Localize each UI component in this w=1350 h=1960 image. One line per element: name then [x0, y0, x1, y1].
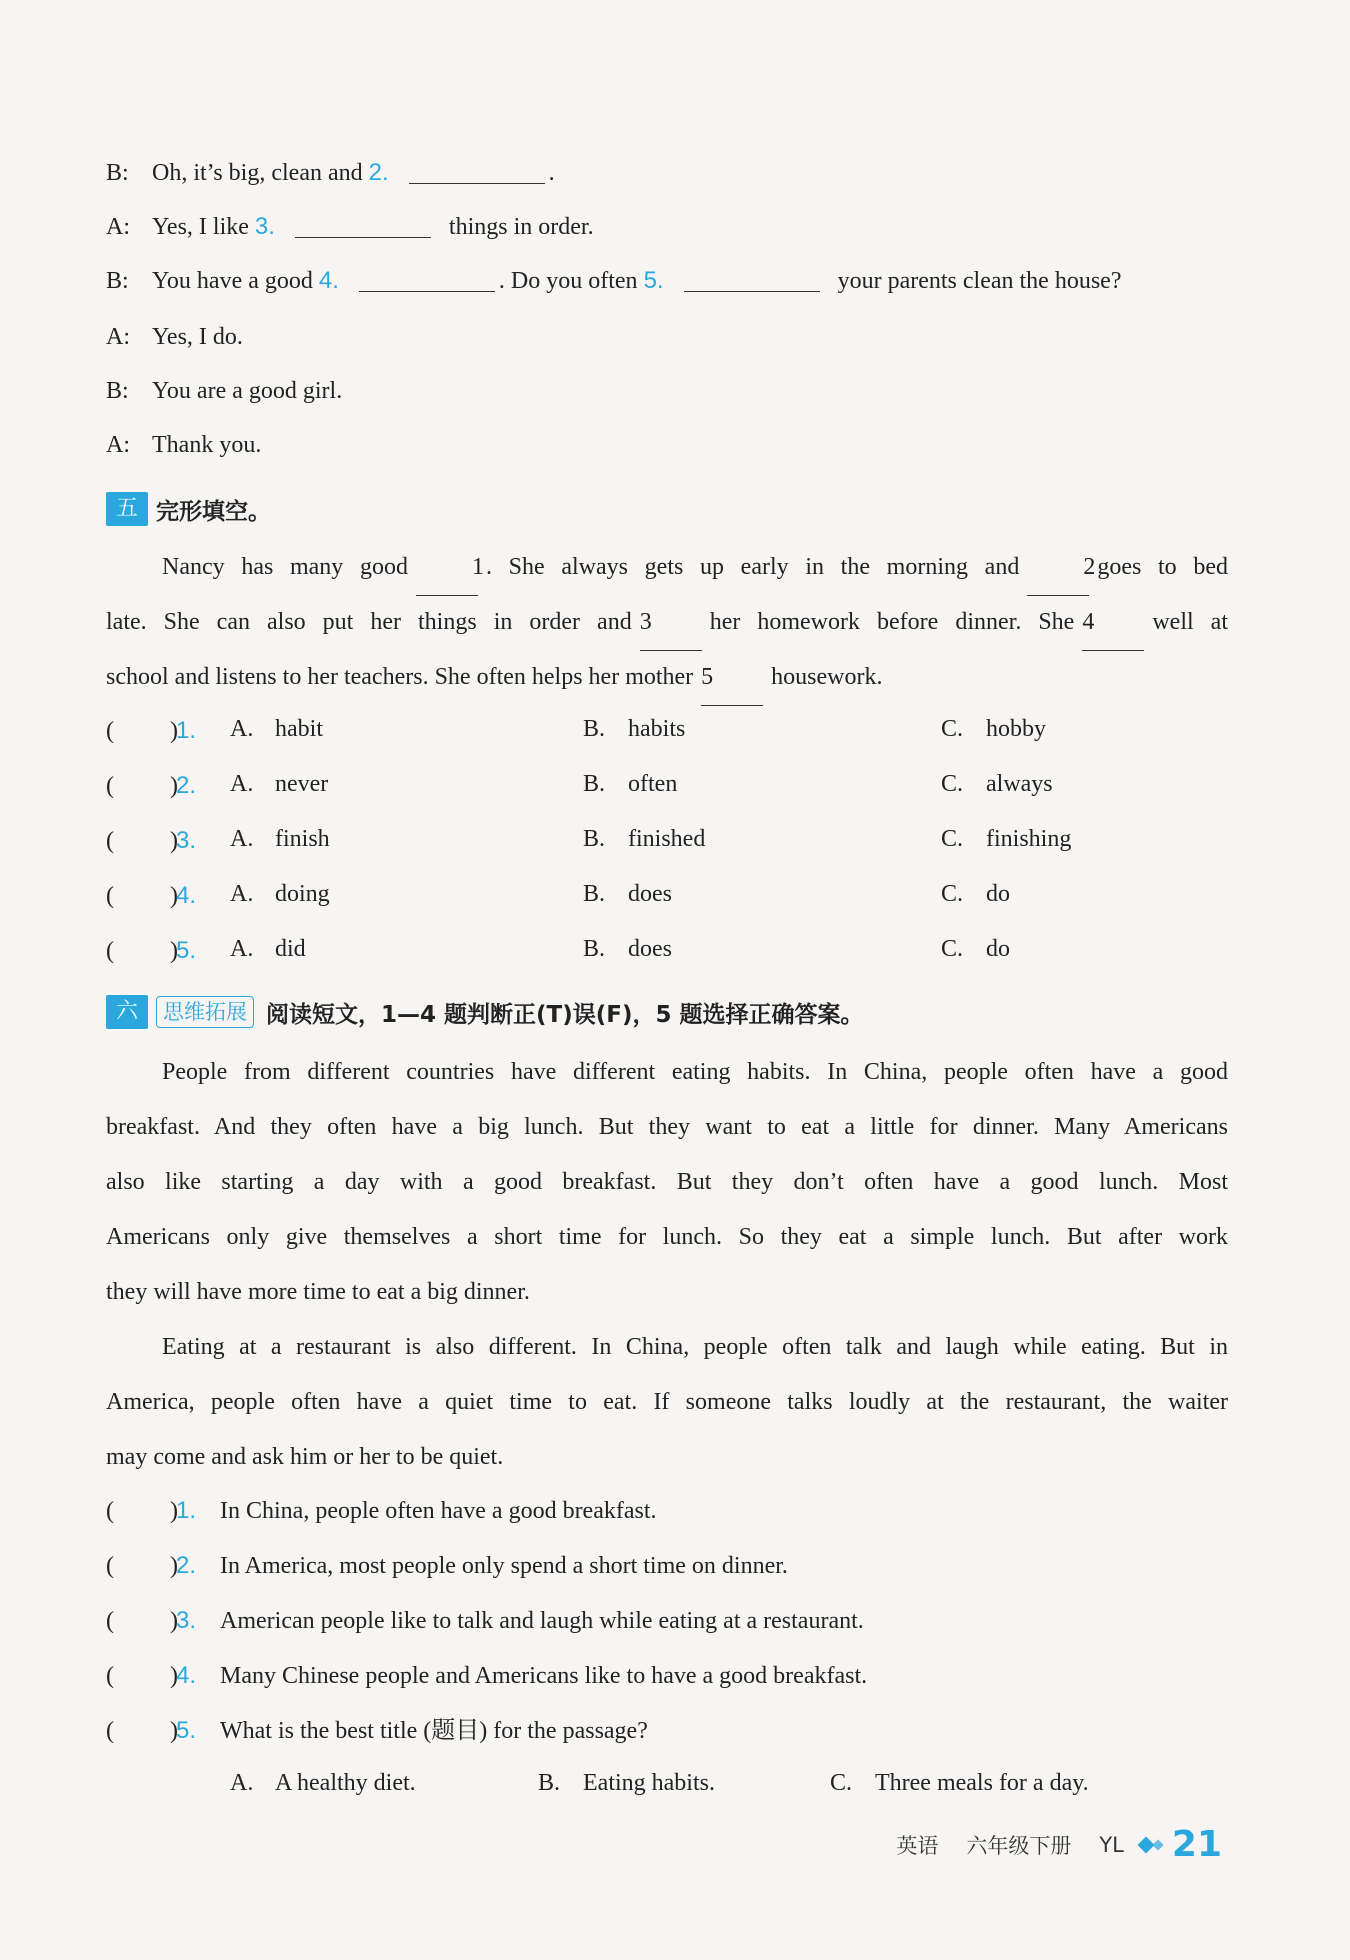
- blank-number: 4.: [318, 267, 339, 294]
- option-letter: A.: [230, 936, 254, 962]
- option-text: never: [275, 771, 329, 797]
- option-text: often: [628, 771, 678, 797]
- cloze-passage-line-3: [106, 650, 1228, 706]
- question-number: 4.: [176, 1662, 197, 1689]
- q5-option-b[interactable]: [538, 1770, 715, 1797]
- dialogue-line-2: [106, 212, 594, 242]
- reading-question-row: [106, 1496, 1246, 1526]
- paragraph-line: People from different countries have different eating habits. In China, people often have a good: [162, 1059, 1228, 1085]
- paragraph-line: Americans only give themselves a short time for lunch. So they eat a simple lunch. But after work: [106, 1224, 1228, 1250]
- option-text: do: [986, 936, 1010, 962]
- option-text: doing: [275, 881, 330, 907]
- dialogue-text: Yes, I like: [152, 214, 255, 240]
- question-number: 3.: [176, 827, 197, 854]
- cloze-blank: 4: [1082, 595, 1144, 651]
- passage-text: her homework before dinner. She: [709, 609, 1075, 635]
- option-letter: C.: [941, 771, 964, 797]
- section-5-heading: [106, 492, 271, 526]
- option-letter: A.: [230, 826, 254, 852]
- paragraph-line: America, people often have a quiet time to eat. If someone talks loudly at the restaurant, the waiter: [106, 1389, 1228, 1415]
- dialogue-text: things in order.: [442, 214, 594, 240]
- blank-number: 5.: [643, 267, 664, 294]
- option-letter: A.: [230, 716, 254, 742]
- option-letter: B.: [583, 881, 606, 907]
- paren-close: ): [170, 1498, 178, 1524]
- passage-text: late. She can also put her things in order and: [106, 609, 632, 635]
- speaker: B:: [106, 160, 129, 186]
- paren-open: (: [106, 773, 114, 799]
- answer-paren[interactable]: [106, 1551, 176, 1581]
- dialogue-text: .: [548, 160, 555, 186]
- section-6-heading: [106, 995, 863, 1029]
- cloze-blank: 2: [1027, 540, 1089, 596]
- question-text: In China, people often have a good breakfast.: [220, 1498, 657, 1524]
- reading-question-row: [106, 1661, 1246, 1691]
- paragraph-line: may come and ask him or her to be quiet.: [106, 1444, 504, 1470]
- blank-number: 3.: [254, 213, 275, 240]
- question-number: 5.: [176, 1717, 197, 1744]
- option-letter: B.: [583, 716, 606, 742]
- option-a[interactable]: [230, 826, 330, 853]
- paren-close: ): [170, 718, 178, 744]
- paren-open: (: [106, 938, 114, 964]
- paren-close: ): [170, 1663, 178, 1689]
- speaker: A:: [106, 324, 130, 350]
- paren-close: ): [170, 1553, 178, 1579]
- answer-paren[interactable]: [106, 1661, 176, 1691]
- section-tag: 思维拓展: [156, 996, 254, 1028]
- paren-close: ): [170, 938, 178, 964]
- speaker: B:: [106, 268, 129, 294]
- question-number: 1.: [176, 717, 197, 744]
- option-c[interactable]: [941, 771, 1053, 798]
- option-b[interactable]: [583, 826, 705, 853]
- answer-paren[interactable]: [106, 1716, 176, 1746]
- paren-close: ): [170, 883, 178, 909]
- dialogue-text: You are a good girl.: [152, 378, 343, 404]
- option-letter: A.: [230, 881, 254, 907]
- dialogue-text: . Do you often: [498, 268, 644, 294]
- option-letter: B.: [583, 826, 606, 852]
- answer-blank[interactable]: [409, 159, 545, 184]
- option-text: do: [986, 881, 1010, 907]
- option-letter: C.: [941, 826, 964, 852]
- answer-blank[interactable]: [359, 267, 495, 292]
- paren-open: (: [106, 718, 114, 744]
- option-text: does: [628, 936, 672, 962]
- passage-text: well at: [1152, 609, 1228, 635]
- section-title: 完形填空。: [156, 498, 271, 525]
- paragraph-line: also like starting a day with a good breakfast. But they don’t often have a good lunch. Most: [106, 1169, 1228, 1195]
- option-c[interactable]: [941, 716, 1046, 743]
- question-text: Many Chinese people and Americans like to have a good breakfast.: [220, 1663, 868, 1689]
- footer-grade: 六年级下册: [966, 1833, 1072, 1858]
- option-b[interactable]: [583, 936, 672, 963]
- reading-question-row: [106, 1716, 1246, 1746]
- answer-blank[interactable]: [684, 267, 820, 292]
- question-number: 5.: [176, 937, 197, 964]
- speaker: A:: [106, 432, 130, 458]
- page-number: 21: [1171, 1824, 1222, 1865]
- section-number-badge: 五: [106, 492, 148, 526]
- option-letter: B.: [583, 936, 606, 962]
- option-text: A healthy diet.: [275, 1770, 416, 1796]
- speaker: B:: [106, 378, 129, 404]
- question-text: In America, most people only spend a short time on dinner.: [220, 1553, 788, 1579]
- dialogue-text: You have a good: [152, 268, 319, 294]
- answer-paren[interactable]: [106, 1496, 176, 1526]
- paren-open: (: [106, 828, 114, 854]
- dialogue-line-1: [106, 158, 555, 188]
- answer-paren[interactable]: [106, 826, 176, 856]
- paren-open: (: [106, 1498, 114, 1524]
- paren-open: (: [106, 883, 114, 909]
- answer-blank[interactable]: [295, 213, 431, 238]
- paren-open: (: [106, 1718, 114, 1744]
- passage-text: . She always gets up early in the morning and: [485, 554, 1020, 580]
- diamond-icon: [1152, 1839, 1163, 1850]
- footer-subject: 英语: [896, 1833, 939, 1858]
- passage-text: school and listens to her teachers. She often helps her mother: [106, 664, 694, 690]
- cloze-passage-line-1: [106, 540, 1228, 596]
- cloze-blank: 1: [416, 540, 478, 596]
- q5-option-a[interactable]: [230, 1770, 416, 1797]
- option-c[interactable]: [941, 826, 1071, 853]
- option-a[interactable]: [230, 771, 328, 798]
- answer-paren[interactable]: [106, 881, 176, 911]
- option-text: habits: [628, 716, 686, 742]
- page-footer: [896, 1824, 1222, 1865]
- option-c[interactable]: [941, 881, 1010, 908]
- answer-paren[interactable]: [106, 1606, 176, 1636]
- question-number: 4.: [176, 882, 197, 909]
- option-b[interactable]: [583, 716, 685, 743]
- passage-text: Nancy has many good: [162, 554, 408, 580]
- option-text: finish: [275, 826, 330, 852]
- paren-close: ): [170, 1718, 178, 1744]
- paren-open: (: [106, 1553, 114, 1579]
- cloze-blank: 3: [640, 595, 702, 651]
- blank-number: 2.: [368, 159, 389, 186]
- answer-paren[interactable]: [106, 716, 176, 746]
- paragraph-line: Eating at a restaurant is also different. In China, people often talk and laugh while eating. But in: [162, 1334, 1228, 1360]
- question-text: American people like to talk and laugh while eating at a restaurant.: [220, 1608, 864, 1634]
- cloze-passage-line-2: [106, 595, 1228, 651]
- option-a[interactable]: [230, 936, 306, 963]
- option-text: Eating habits.: [583, 1770, 715, 1796]
- paren-close: ): [170, 1608, 178, 1634]
- paren-close: ): [170, 773, 178, 799]
- option-letter: B.: [583, 771, 606, 797]
- footer-edition: YL: [1099, 1832, 1124, 1857]
- option-a[interactable]: [230, 716, 323, 743]
- question-number: 2.: [176, 772, 197, 799]
- dialogue-line-5: [106, 376, 342, 406]
- section-number-badge: 六: [106, 995, 148, 1029]
- answer-paren[interactable]: [106, 936, 176, 966]
- question-number: 3.: [176, 1607, 197, 1634]
- option-text: Three meals for a day.: [875, 1770, 1089, 1796]
- passage-text: housework.: [771, 664, 883, 690]
- reading-question-row: [106, 1606, 1246, 1636]
- speaker: A:: [106, 214, 130, 240]
- option-c[interactable]: [941, 936, 1010, 963]
- question-number: 2.: [176, 1552, 197, 1579]
- option-a[interactable]: [230, 881, 330, 908]
- option-text: finishing: [986, 826, 1072, 852]
- paren-open: (: [106, 1608, 114, 1634]
- option-letter: C.: [941, 881, 964, 907]
- answer-paren[interactable]: [106, 771, 176, 801]
- option-letter: B.: [538, 1770, 561, 1796]
- dialogue-text: your parents clean the house?: [831, 268, 1122, 294]
- option-text: habit: [275, 716, 323, 742]
- dialogue-text: Yes, I do.: [152, 324, 243, 350]
- passage-text: goes to bed: [1097, 554, 1228, 580]
- q5-option-c[interactable]: [830, 1770, 1089, 1797]
- question-text: What is the best title (题目) for the passage?: [220, 1718, 648, 1744]
- dialogue-text: Oh, it’s big, clean and: [152, 160, 369, 186]
- dialogue-line-3: [106, 266, 1121, 296]
- option-b[interactable]: [583, 771, 677, 798]
- option-text: finished: [628, 826, 706, 852]
- option-letter: C.: [941, 716, 964, 742]
- option-text: does: [628, 881, 672, 907]
- option-text: did: [275, 936, 306, 962]
- dialogue-text: Thank you.: [152, 432, 262, 458]
- option-letter: C.: [941, 936, 964, 962]
- option-letter: A.: [230, 771, 254, 797]
- option-b[interactable]: [583, 881, 672, 908]
- dialogue-line-6: [106, 430, 261, 460]
- option-letter: C.: [830, 1770, 853, 1796]
- section-title: 阅读短文，1—4 题判断正(T)误(F)，5 题选择正确答案。: [266, 1001, 864, 1028]
- option-letter: A.: [230, 1770, 254, 1796]
- option-text: always: [986, 771, 1053, 797]
- reading-question-row: [106, 1551, 1246, 1581]
- paren-open: (: [106, 1663, 114, 1689]
- dialogue-line-4: [106, 322, 243, 352]
- cloze-blank: 5: [701, 650, 763, 706]
- paragraph-line: they will have more time to eat a big dinner.: [106, 1279, 530, 1305]
- paragraph-line: breakfast. And they often have a big lunch. But they want to eat a little for dinner. Many Americans: [106, 1114, 1228, 1140]
- option-text: hobby: [986, 716, 1046, 742]
- paren-close: ): [170, 828, 178, 854]
- question-number: 1.: [176, 1497, 197, 1524]
